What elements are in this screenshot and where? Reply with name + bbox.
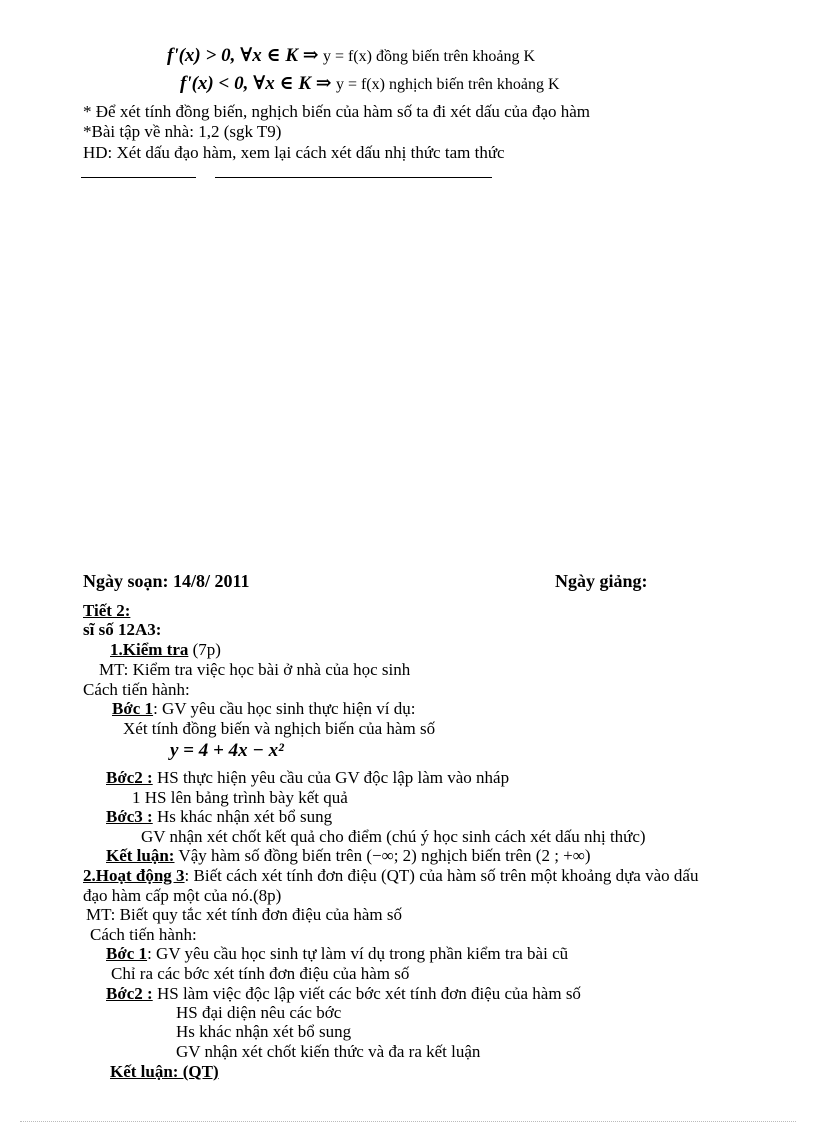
s2-step1-label: Bớc 1 [106,944,148,963]
section1-step3 [106,807,332,827]
section2-heading [83,866,698,886]
divider-long [215,177,492,178]
section1-formula: y = 4 + 4x − x² [170,740,284,761]
section2-conclusion: Kết luận: (QT) [110,1062,219,1081]
section2-step1 [106,944,568,964]
s2-step2-text: HS làm việc độc lập viết các bớc xét tính đơn điệu của hàm số [152,984,581,1003]
formula-decreasing-math: f'(x) < 0, ∀x ∈ K ⇒ [180,73,332,94]
section2-procedure: Cách tiến hành: [90,925,197,944]
section1-time: (7p) [188,640,221,659]
section1-step3-sub: GV nhận xét chốt kết quả cho điểm (chú ý học sinh cách xét dấu nhị thức) [141,827,646,846]
section2-step2-sub2: Hs khác nhận xét bổ sung [176,1022,352,1041]
section1-title: 1.Kiểm tra [110,640,189,659]
conclusion-text: Vậy hàm số đồng biến trên (−∞; 2) nghịch biến trên (2 ; +∞) [174,846,591,865]
class-size: sĩ số 12A3: [83,620,162,639]
step2-text: HS thực hiện yêu cầu của GV độc lập làm vào nháp [152,768,510,787]
section1-heading [110,640,221,660]
section2-title: 2.Hoạt động 3 [83,866,185,885]
section2-step2-sub1: HS đại diện nêu các bớc [176,1003,342,1022]
step3-text: Hs khác nhận xét bổ sung [152,807,333,826]
s2-step1-text: : GV yêu cầu học sinh tự làm ví dụ trong phần kiểm tra bài cũ [147,944,569,963]
step1-label: Bớc 1 [112,699,154,718]
section1-step1 [112,699,416,719]
conclusion-label: Kết luận: [106,846,175,865]
section1-step1-sub: Xét tính đồng biến và nghịch biến của hàm số [123,719,436,738]
section1-step2-sub: 1 HS lên bảng trình bày kết quả [132,788,348,807]
section1-goal: MT: Kiểm tra việc học bài ở nhà của học sinh [99,660,411,679]
formula-increasing [167,46,535,67]
section2-text2: đạo hàm cấp một của nó.(8p) [83,886,282,905]
formula-decreasing [180,74,560,95]
section1-conclusion [106,846,591,866]
section2-step2-sub3: GV nhận xét chốt kiến thức và đa ra kết luận [176,1042,481,1061]
period-title: Tiết 2: [83,601,131,620]
formula-increasing-math: f'(x) > 0, ∀x ∈ K ⇒ [167,45,319,66]
formula-increasing-text: y = f(x) đồng biến trên khoảng K [322,48,536,65]
section1-procedure: Cách tiến hành: [83,680,190,699]
step1-text: : GV yêu cầu học sinh thực hiện ví dụ: [153,699,416,718]
section2-step2 [106,984,581,1004]
date-taught: Ngày giảng: [555,571,648,591]
s2-step2-label: Bớc2 : [106,984,153,1003]
section2-goal: MT: Biết quy tắc xét tính đơn điệu của hàm số [86,905,402,924]
section1-step2 [106,768,509,788]
hint-line: HD: Xét dấu đạo hàm, xem lại cách xét dấu nhị thức tam thức [83,143,505,162]
page-bottom-border [20,1121,796,1122]
step3-label: Bớc3 : [106,807,153,826]
date-prepared: Ngày soạn: 14/8/ 2011 [83,571,250,591]
divider-short [81,177,196,178]
formula-decreasing-text: y = f(x) nghịch biến trên khoảng K [335,76,560,93]
section2-text1: : Biết cách xét tính đơn điệu (QT) của hàm số trên một khoảng dựa vào dấu [184,866,699,885]
section2-step1-sub: Chỉ ra các bớc xét tính đơn điệu của hàm số [111,964,410,983]
note-line: * Để xét tính đồng biến, nghịch biến của hàm số ta đi xét dấu của đạo hàm [83,102,591,121]
homework-line: *Bài tập về nhà: 1,2 (sgk T9) [83,122,282,141]
step2-label: Bớc2 : [106,768,153,787]
